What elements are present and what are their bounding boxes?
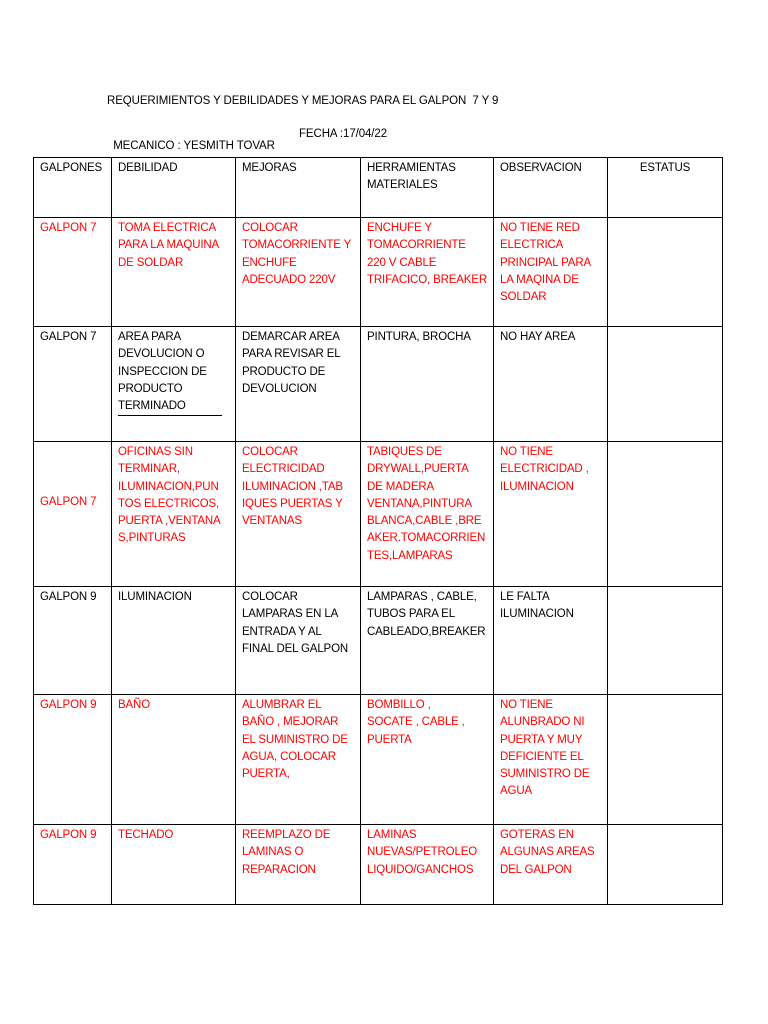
observacion-cell	[494, 327, 608, 442]
mejoras-cell	[236, 327, 361, 442]
cell-line: CABLEADO,BREAKER	[367, 625, 486, 638]
cell-line: VENTANAS	[242, 515, 302, 528]
estatus-cell	[608, 442, 723, 587]
document-title: REQUERIMIENTOS Y DEBILIDADES Y MEJORAS PARA EL GALPON 7 Y 9	[107, 95, 499, 107]
cell-line: INSPECCION DE	[118, 365, 207, 378]
cell-line: DE MADERA	[367, 480, 435, 493]
cell-line: PRINCIPAL PARA	[500, 256, 591, 269]
report-date: FECHA :17/04/22	[299, 128, 387, 140]
cell-line	[118, 398, 229, 416]
cell-line: ALUMBRAR EL	[242, 699, 322, 711]
debilidad-cell	[112, 442, 236, 587]
cell-line: AGUA, COLOCAR	[242, 750, 336, 763]
debilidad-cell	[112, 327, 236, 442]
cell-line: ILUMINACION	[500, 608, 574, 621]
table-row	[34, 587, 723, 695]
cell-line: PRODUCTO DE	[242, 365, 326, 378]
galpon-cell: GALPON 9	[34, 825, 112, 905]
cell-line: REPARACION	[242, 863, 316, 876]
cell-line: DE SOLDAR	[118, 256, 184, 269]
cell-line: REEMPLAZO DE	[242, 829, 331, 841]
cell-line: BLANCA,CABLE ,BRE	[367, 515, 482, 528]
galpon-cell: GALPON 7	[34, 218, 112, 327]
cell-line: DEL GALPON	[500, 863, 572, 876]
cell-line: SOCATE , CABLE ,	[367, 716, 465, 729]
table-row	[34, 442, 723, 587]
cell-line: TECHADO	[118, 829, 174, 841]
cell-line: LAMINAS	[367, 829, 417, 841]
observacion-cell	[494, 825, 608, 905]
herramientas-cell	[361, 442, 494, 587]
cell-line: TOMACORRIENTE Y	[242, 239, 352, 252]
cell-line: EL SUMINISTRO DE	[242, 733, 348, 746]
galpon-cell: GALPON 9	[34, 587, 112, 695]
header-herramientas-line: MATERIALES	[367, 179, 438, 192]
cell-line: DEVOLUCION O	[118, 348, 205, 361]
estatus-cell	[608, 587, 723, 695]
header-mejoras: MEJORAS	[236, 158, 361, 218]
cell-line: LIQUIDO/GANCHOS	[367, 863, 474, 876]
cell-line: ILUMINACION,PUN	[118, 480, 219, 493]
table-row	[34, 695, 723, 825]
cell-line: BAÑO , MEJORAR	[242, 716, 339, 729]
herramientas-cell	[361, 218, 494, 327]
mejoras-cell	[236, 218, 361, 327]
table-row	[34, 825, 723, 905]
cell-line: ADECUADO 220V	[242, 273, 336, 286]
cell-line: S,PINTURAS	[118, 532, 186, 545]
cell-line: TRIFACICO, BREAKER	[367, 273, 487, 286]
cell-line: LAMPARAS , CABLE,	[367, 591, 477, 603]
cell-line: FINAL DEL GALPON	[242, 642, 349, 655]
cell-line: ALGUNAS AREAS	[500, 846, 595, 859]
herramientas-cell	[361, 327, 494, 442]
cell-line: TOS ELECTRICOS,	[118, 497, 220, 510]
cell-line: PUERTA Y MUY	[500, 733, 583, 746]
cell-line: DEMARCAR AREA	[242, 331, 340, 343]
cell-line: DRYWALL,PUERTA	[367, 463, 469, 476]
cell-line: PUERTA	[367, 733, 412, 746]
table-row	[34, 327, 723, 442]
header-row	[34, 158, 723, 218]
debilidad-cell	[112, 218, 236, 327]
cell-line: NUEVAS/PETROLEO	[367, 846, 478, 859]
observacion-cell	[494, 587, 608, 695]
cell-line: ALUNBRADO NI	[500, 716, 585, 729]
cell-line: DEVOLUCION	[242, 382, 317, 395]
requirements-table	[33, 157, 723, 905]
debilidad-cell	[112, 587, 236, 695]
cell-line: TES,LAMPARAS	[367, 549, 453, 562]
cell-line: PRODUCTO	[118, 382, 183, 395]
cell-line: TOMA ELECTRICA	[118, 222, 217, 234]
mejoras-cell	[236, 587, 361, 695]
cell-line: ENTRADA Y AL	[242, 625, 322, 638]
cell-line: ILUMINACION	[118, 591, 192, 603]
cell-line: SUMINISTRO DE	[500, 768, 590, 781]
estatus-cell	[608, 327, 723, 442]
cell-line: NO TIENE RED	[500, 222, 580, 234]
cell-line: ENCHUFE	[242, 256, 297, 269]
header-herramientas-line: HERRAMIENTAS	[367, 162, 456, 174]
cell-line: ELECTRICIDAD	[242, 463, 325, 476]
cell-line: ELECTRICA	[500, 239, 564, 252]
mechanic-name: MECANICO : YESMITH TOVAR	[113, 140, 275, 152]
cell-line: TUBOS PARA EL	[367, 608, 455, 621]
cell-line: AKER.TOMACORRIEN	[367, 532, 486, 545]
cell-line: NO TIENE	[500, 446, 553, 458]
cell-line: BAÑO	[118, 699, 150, 711]
cell-line: 220 V CABLE	[367, 256, 437, 269]
estatus-cell	[608, 218, 723, 327]
observacion-cell	[494, 442, 608, 587]
debilidad-cell	[112, 825, 236, 905]
cell-line: LAMINAS O	[242, 846, 304, 859]
header-observacion: OBSERVACION	[494, 158, 608, 218]
cell-line: LE FALTA	[500, 591, 550, 603]
cell-line: PARA REVISAR EL	[242, 348, 341, 361]
header-herramientas	[361, 158, 494, 218]
cell-line: ELECTRICIDAD ,	[500, 463, 589, 476]
cell-line: ENCHUFE Y	[367, 222, 432, 234]
cell-line: DEFICIENTE EL	[500, 750, 584, 763]
cell-line: NO HAY AREA	[500, 331, 576, 343]
mejoras-cell	[236, 442, 361, 587]
cell-line: TABIQUES DE	[367, 446, 442, 458]
mejoras-cell	[236, 825, 361, 905]
herramientas-cell	[361, 587, 494, 695]
cell-line: TOMACORRIENTE	[367, 239, 466, 252]
cell-line: OFICINAS SIN	[118, 446, 193, 458]
cell-line: ILUMINACION	[500, 480, 574, 493]
herramientas-cell	[361, 695, 494, 825]
cell-line: SOLDAR	[500, 291, 547, 304]
cell-line: GOTERAS EN	[500, 829, 574, 841]
galpon-cell: GALPON 7	[34, 442, 112, 587]
header-galpones: GALPONES	[34, 158, 112, 218]
cell-line: ILUMINACION ,TAB	[242, 480, 343, 493]
cell-line: COLOCAR	[242, 591, 298, 603]
cell-line: PUERTA ,VENTANA	[118, 515, 221, 528]
cell-line: IQUES PUERTAS Y	[242, 497, 343, 510]
cell-line: TERMINAR,	[118, 463, 180, 476]
observacion-cell	[494, 695, 608, 825]
cell-line: PINTURA, BROCHA	[367, 331, 471, 343]
cell-line: LAMPARAS EN LA	[242, 608, 339, 621]
estatus-cell	[608, 695, 723, 825]
cell-line: AGUA	[500, 785, 532, 798]
cell-line: PARA LA MAQUINA	[118, 239, 220, 252]
cell-line: COLOCAR	[242, 446, 298, 458]
cell-line: PUERTA,	[242, 768, 290, 781]
header-debilidad: DEBILIDAD	[112, 158, 236, 218]
galpon-cell: GALPON 9	[34, 695, 112, 825]
cell-line: NO TIENE	[500, 699, 553, 711]
mejoras-cell	[236, 695, 361, 825]
estatus-cell	[608, 825, 723, 905]
cell-line: COLOCAR	[242, 222, 298, 234]
galpon-cell: GALPON 7	[34, 327, 112, 442]
table-row	[34, 218, 723, 327]
cell-line: AREA PARA	[118, 331, 181, 343]
herramientas-cell	[361, 825, 494, 905]
observacion-cell	[494, 218, 608, 327]
underlined-text: TERMINADO	[118, 398, 222, 416]
header-estatus: ESTATUS	[608, 158, 723, 218]
cell-line: VENTANA,PINTURA	[367, 497, 472, 510]
cell-line: LA MAQINA DE	[500, 273, 579, 286]
debilidad-cell	[112, 695, 236, 825]
cell-line: BOMBILLO ,	[367, 699, 431, 711]
